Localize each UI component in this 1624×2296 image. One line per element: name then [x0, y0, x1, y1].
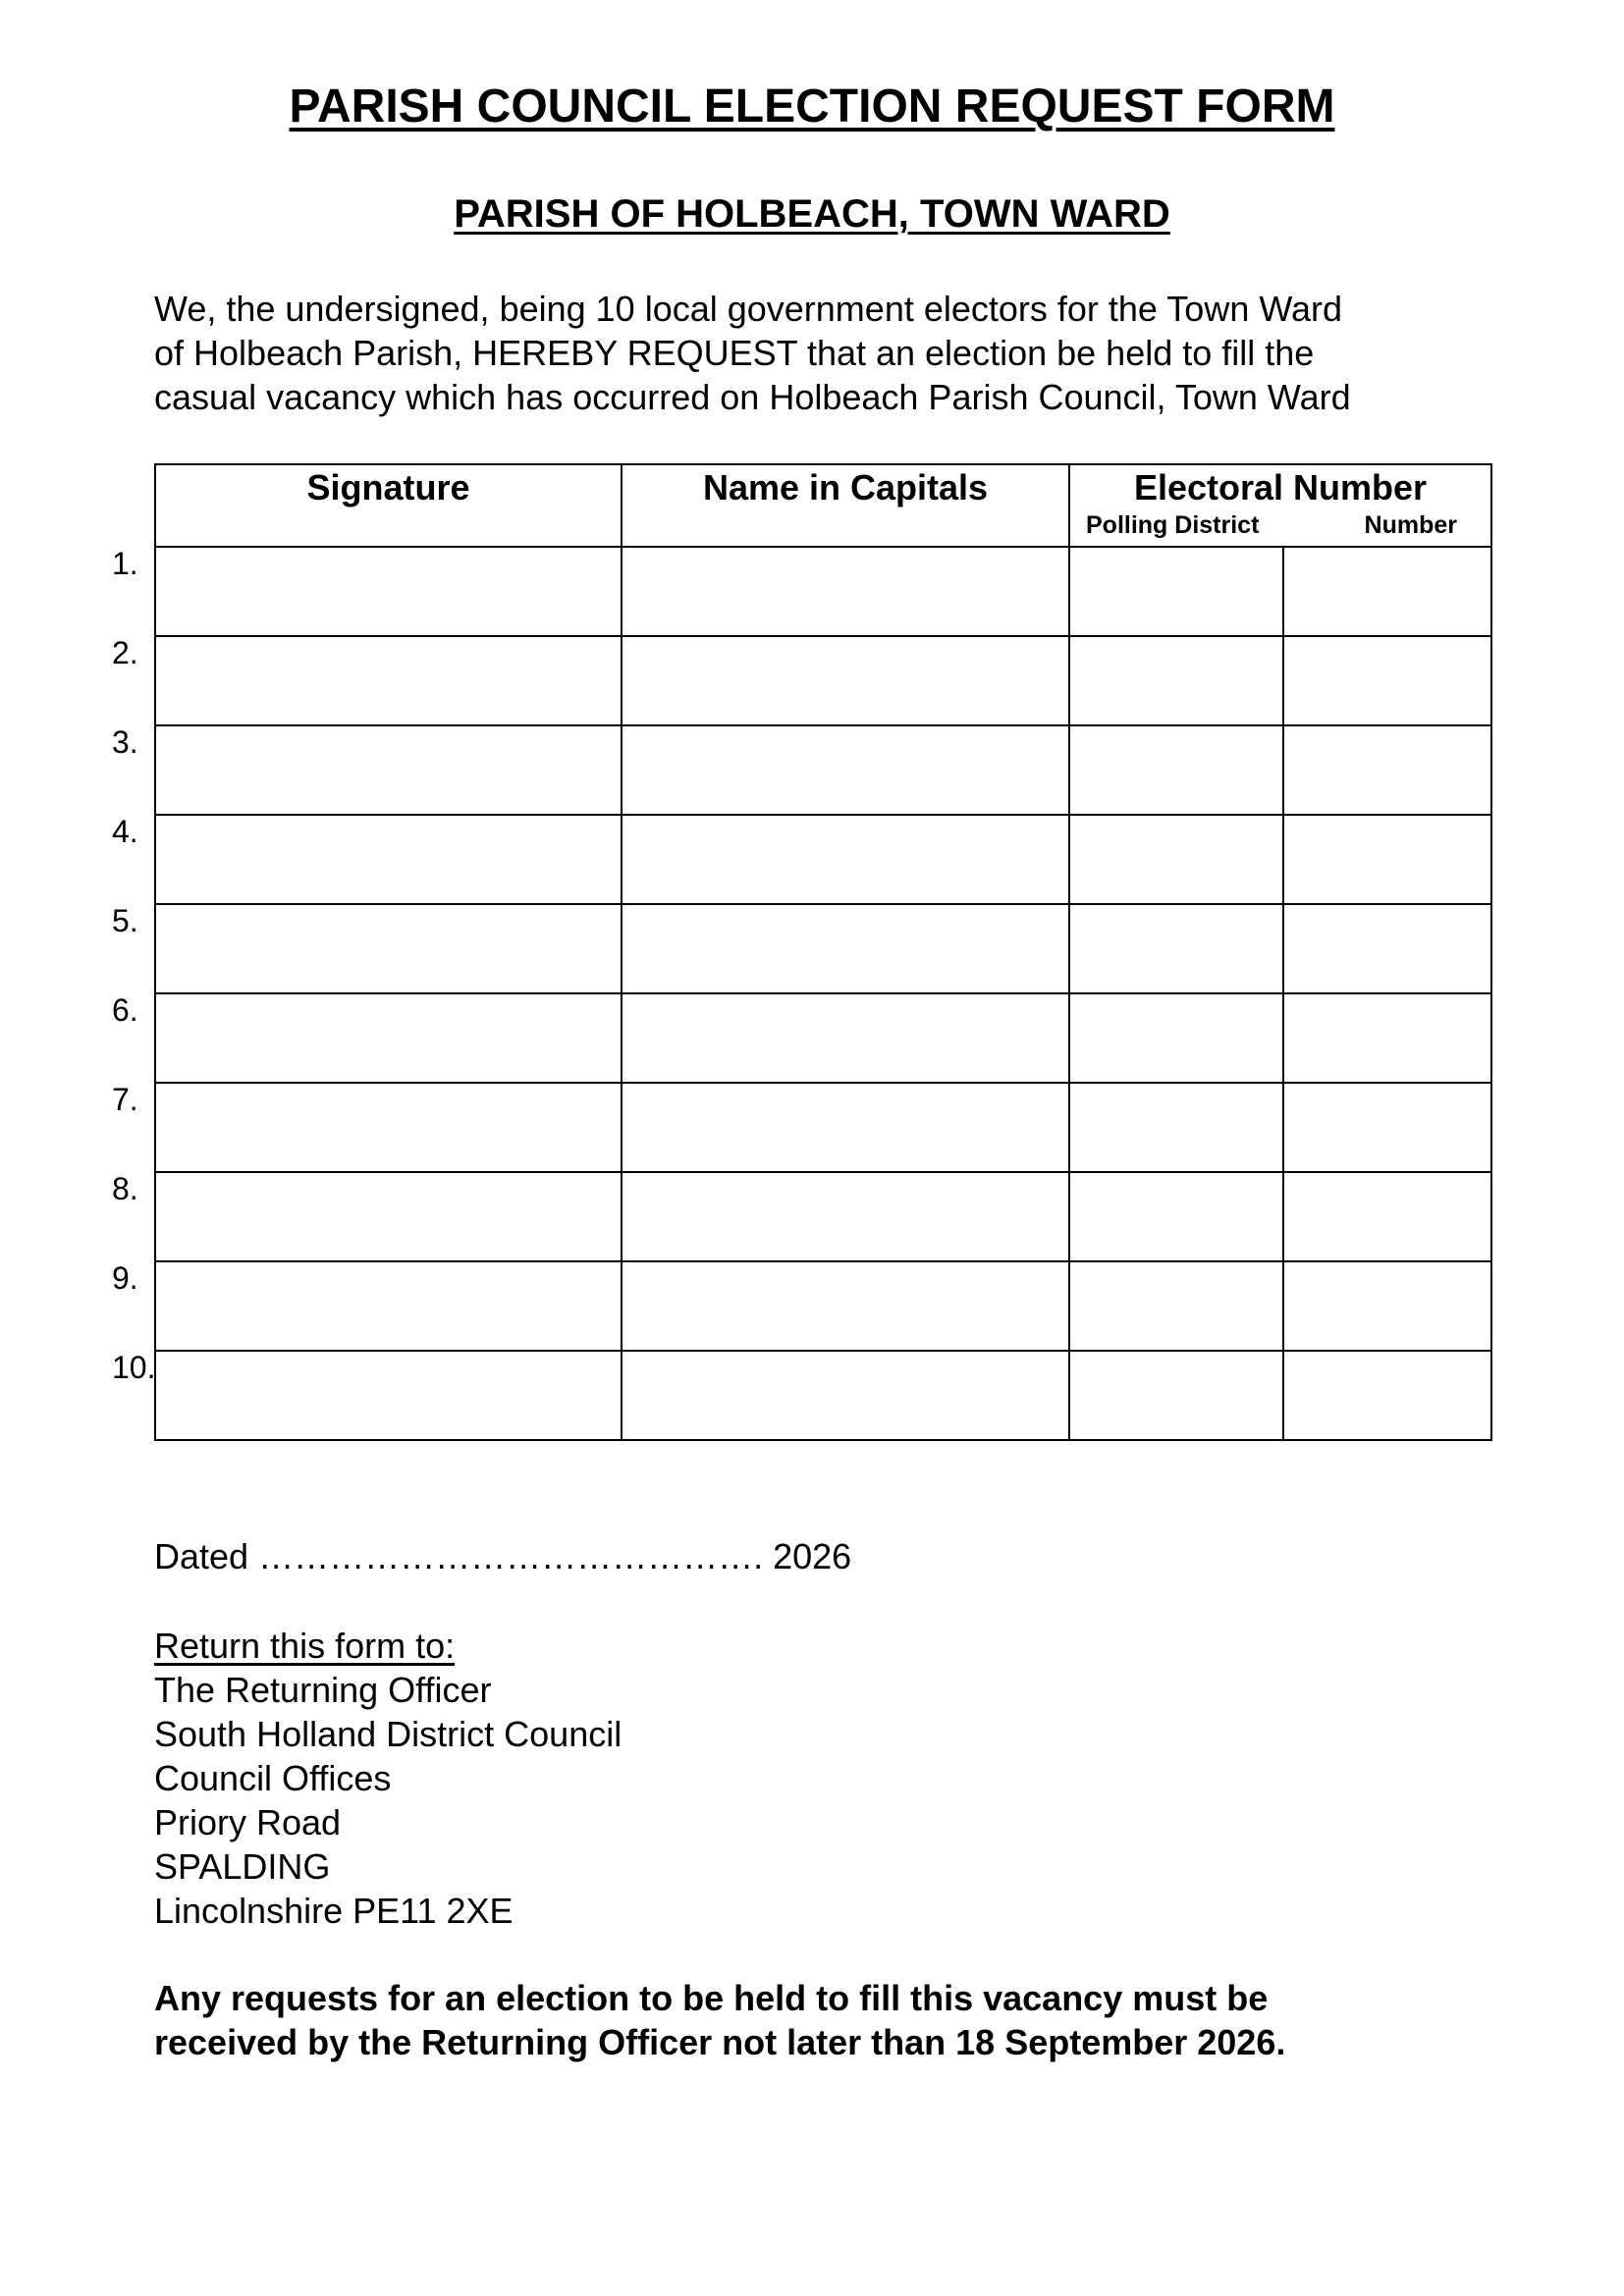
table-row — [155, 636, 1491, 725]
table-row — [155, 993, 1491, 1083]
address-line: Priory Road — [154, 1802, 342, 1842]
table-row — [155, 1083, 1491, 1172]
name-cell[interactable] — [622, 1083, 1069, 1172]
intro-line: We, the undersigned, being 10 local government electors for the Town Ward — [154, 289, 1343, 329]
name-cell[interactable] — [622, 815, 1069, 904]
number-cell[interactable] — [1283, 815, 1491, 904]
intro-line: of Holbeach Parish, HEREBY REQUEST that an election be held to fill the — [154, 333, 1315, 373]
table-row — [155, 1351, 1491, 1440]
signature-cell[interactable] — [155, 636, 622, 725]
signature-cell[interactable] — [155, 1083, 622, 1172]
intro-line: casual vacancy which has occurred on Holbeach Parish Council, Town Ward — [154, 377, 1351, 417]
header-signature-label: Signature — [306, 467, 470, 507]
polling-district-cell[interactable] — [1069, 725, 1283, 815]
signature-cell[interactable] — [155, 815, 622, 904]
form-title-text: PARISH COUNCIL ELECTION REQUEST FORM — [289, 80, 1335, 133]
intro-paragraph — [154, 287, 1529, 419]
deadline-notice — [154, 1976, 1285, 2064]
number-cell[interactable] — [1283, 993, 1491, 1083]
form-subtitle-text: PARISH OF HOLBEACH, TOWN WARD — [454, 192, 1170, 236]
dated-line: Dated ……………………………………. 2026 — [154, 1536, 852, 1576]
address-line: SPALDING — [154, 1846, 331, 1887]
row-number: 4. — [112, 814, 138, 849]
form-title — [0, 77, 1624, 137]
signature-cell[interactable] — [155, 1351, 622, 1440]
table-header-row — [155, 464, 1491, 547]
header-number: Number — [1364, 511, 1457, 539]
return-address — [154, 1624, 622, 1933]
polling-district-cell[interactable] — [1069, 547, 1283, 636]
number-cell[interactable] — [1283, 547, 1491, 636]
row-number: 8. — [112, 1171, 138, 1206]
notice-line: received by the Returning Officer not later than 18 September 2026. — [154, 2022, 1286, 2062]
signature-cell[interactable] — [155, 993, 622, 1083]
form-subtitle — [0, 188, 1624, 240]
polling-district-cell[interactable] — [1069, 636, 1283, 725]
signature-cell[interactable] — [155, 547, 622, 636]
row-number: 3. — [112, 724, 138, 760]
number-cell[interactable] — [1283, 1172, 1491, 1261]
polling-district-cell[interactable] — [1069, 1261, 1283, 1351]
row-number: 10. — [112, 1350, 156, 1385]
polling-district-cell[interactable] — [1069, 1172, 1283, 1261]
polling-district-cell[interactable] — [1069, 1083, 1283, 1172]
name-cell[interactable] — [622, 636, 1069, 725]
name-cell[interactable] — [622, 1351, 1069, 1440]
signature-cell[interactable] — [155, 904, 622, 993]
header-electoral-sub — [1070, 509, 1490, 539]
polling-district-cell[interactable] — [1069, 815, 1283, 904]
name-cell[interactable] — [622, 1172, 1069, 1261]
polling-district-cell[interactable] — [1069, 1351, 1283, 1440]
table-row — [155, 547, 1491, 636]
address-line: The Returning Officer — [154, 1670, 492, 1710]
header-name-label: Name in Capitals — [702, 467, 989, 507]
table-row — [155, 904, 1491, 993]
signature-cell[interactable] — [155, 1261, 622, 1351]
number-cell[interactable] — [1283, 1261, 1491, 1351]
notice-line: Any requests for an election to be held to fill this vacancy must be — [154, 1978, 1269, 2018]
elector-table — [154, 463, 1492, 1441]
table-row — [155, 815, 1491, 904]
address-line: Lincolnshire PE11 2XE — [154, 1891, 514, 1931]
name-cell[interactable] — [622, 547, 1069, 636]
row-number: 6. — [112, 992, 138, 1028]
signature-cell[interactable] — [155, 725, 622, 815]
header-electoral-label: Electoral Number — [1133, 467, 1428, 507]
row-number: 5. — [112, 903, 138, 938]
signature-cell[interactable] — [155, 1172, 622, 1261]
number-cell[interactable] — [1283, 636, 1491, 725]
row-number: 9. — [112, 1260, 138, 1296]
return-heading: Return this form to: — [154, 1626, 456, 1666]
name-cell[interactable] — [622, 904, 1069, 993]
number-cell[interactable] — [1283, 904, 1491, 993]
name-cell[interactable] — [622, 1261, 1069, 1351]
table-row — [155, 1172, 1491, 1261]
header-name — [622, 464, 1069, 547]
address-line: South Holland District Council — [154, 1714, 623, 1754]
header-polling-district: Polling District — [1086, 511, 1260, 539]
number-cell[interactable] — [1283, 1083, 1491, 1172]
row-number: 7. — [112, 1082, 138, 1117]
name-cell[interactable] — [622, 725, 1069, 815]
table-row — [155, 1261, 1491, 1351]
row-number: 2. — [112, 635, 138, 670]
polling-district-cell[interactable] — [1069, 993, 1283, 1083]
number-cell[interactable] — [1283, 1351, 1491, 1440]
row-number: 1. — [112, 546, 138, 581]
header-signature — [155, 464, 622, 547]
number-cell[interactable] — [1283, 725, 1491, 815]
address-line: Council Offices — [154, 1758, 392, 1798]
table-row — [155, 725, 1491, 815]
polling-district-cell[interactable] — [1069, 904, 1283, 993]
header-electoral-number — [1069, 464, 1491, 547]
name-cell[interactable] — [622, 993, 1069, 1083]
